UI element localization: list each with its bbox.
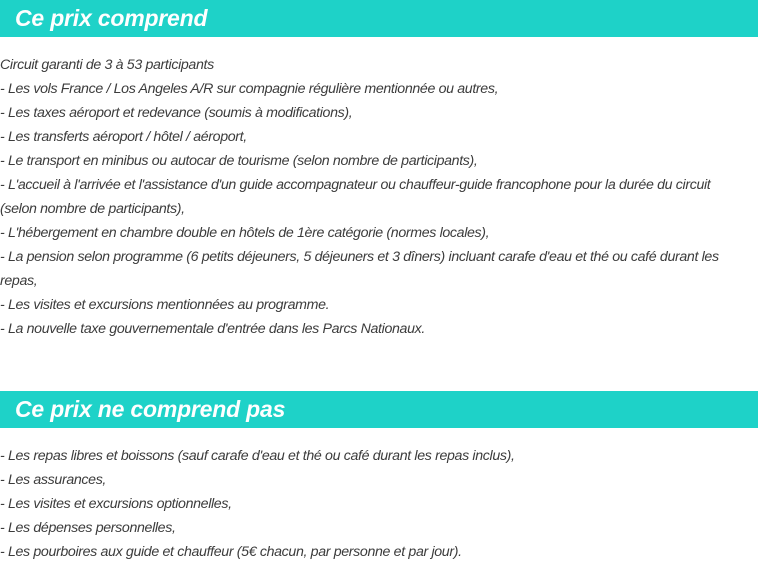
includes-line: - La pension selon programme (6 petits déjeuners, 5 déjeuners et 3 dîners) incluant carafe d'eau et thé ou café durant les	[0, 249, 719, 265]
includes-line: - Le transport en minibus ou autocar de tourisme (selon nombre de participants),	[0, 153, 478, 169]
section-header-excludes	[0, 391, 758, 428]
section-header-includes	[0, 0, 758, 37]
includes-line: - Les taxes aéroport et redevance (soumis à modifications),	[0, 105, 353, 121]
includes-line: - L'hébergement en chambre double en hôtels de 1ère catégorie (normes locales),	[0, 225, 490, 241]
excludes-line: - Les pourboires aux guide et chauffeur (5€ chacun, par personne et par jour).	[0, 544, 462, 560]
section-title-includes: Ce prix comprend	[15, 5, 208, 31]
excludes-line: - Les visites et excursions optionnelles,	[0, 496, 232, 512]
excludes-line: - Les repas libres et boissons (sauf carafe d'eau et thé ou café durant les repas inclus),	[0, 448, 515, 464]
includes-line: repas,	[0, 273, 38, 289]
includes-line: Circuit garanti de 3 à 53 participants	[0, 57, 214, 73]
section-title-excludes: Ce prix ne comprend pas	[15, 396, 286, 422]
includes-line: - L'accueil à l'arrivée et l'assistance d'un guide accompagnateur ou chauffeur-guide francophone pour la durée du circuit	[0, 177, 711, 193]
excludes-line: - Les dépenses personnelles,	[0, 520, 176, 536]
includes-list	[0, 53, 758, 341]
includes-line: - Les vols France / Los Angeles A/R sur compagnie régulière mentionnée ou autres,	[0, 81, 499, 97]
includes-line: - Les visites et excursions mentionnées au programme.	[0, 297, 330, 313]
includes-line: - La nouvelle taxe gouvernementale d'entrée dans les Parcs Nationaux.	[0, 321, 425, 337]
includes-line: (selon nombre de participants),	[0, 201, 185, 217]
excludes-list	[0, 444, 758, 564]
includes-line: - Les transferts aéroport / hôtel / aéroport,	[0, 129, 247, 145]
excludes-line: - Les assurances,	[0, 472, 107, 488]
